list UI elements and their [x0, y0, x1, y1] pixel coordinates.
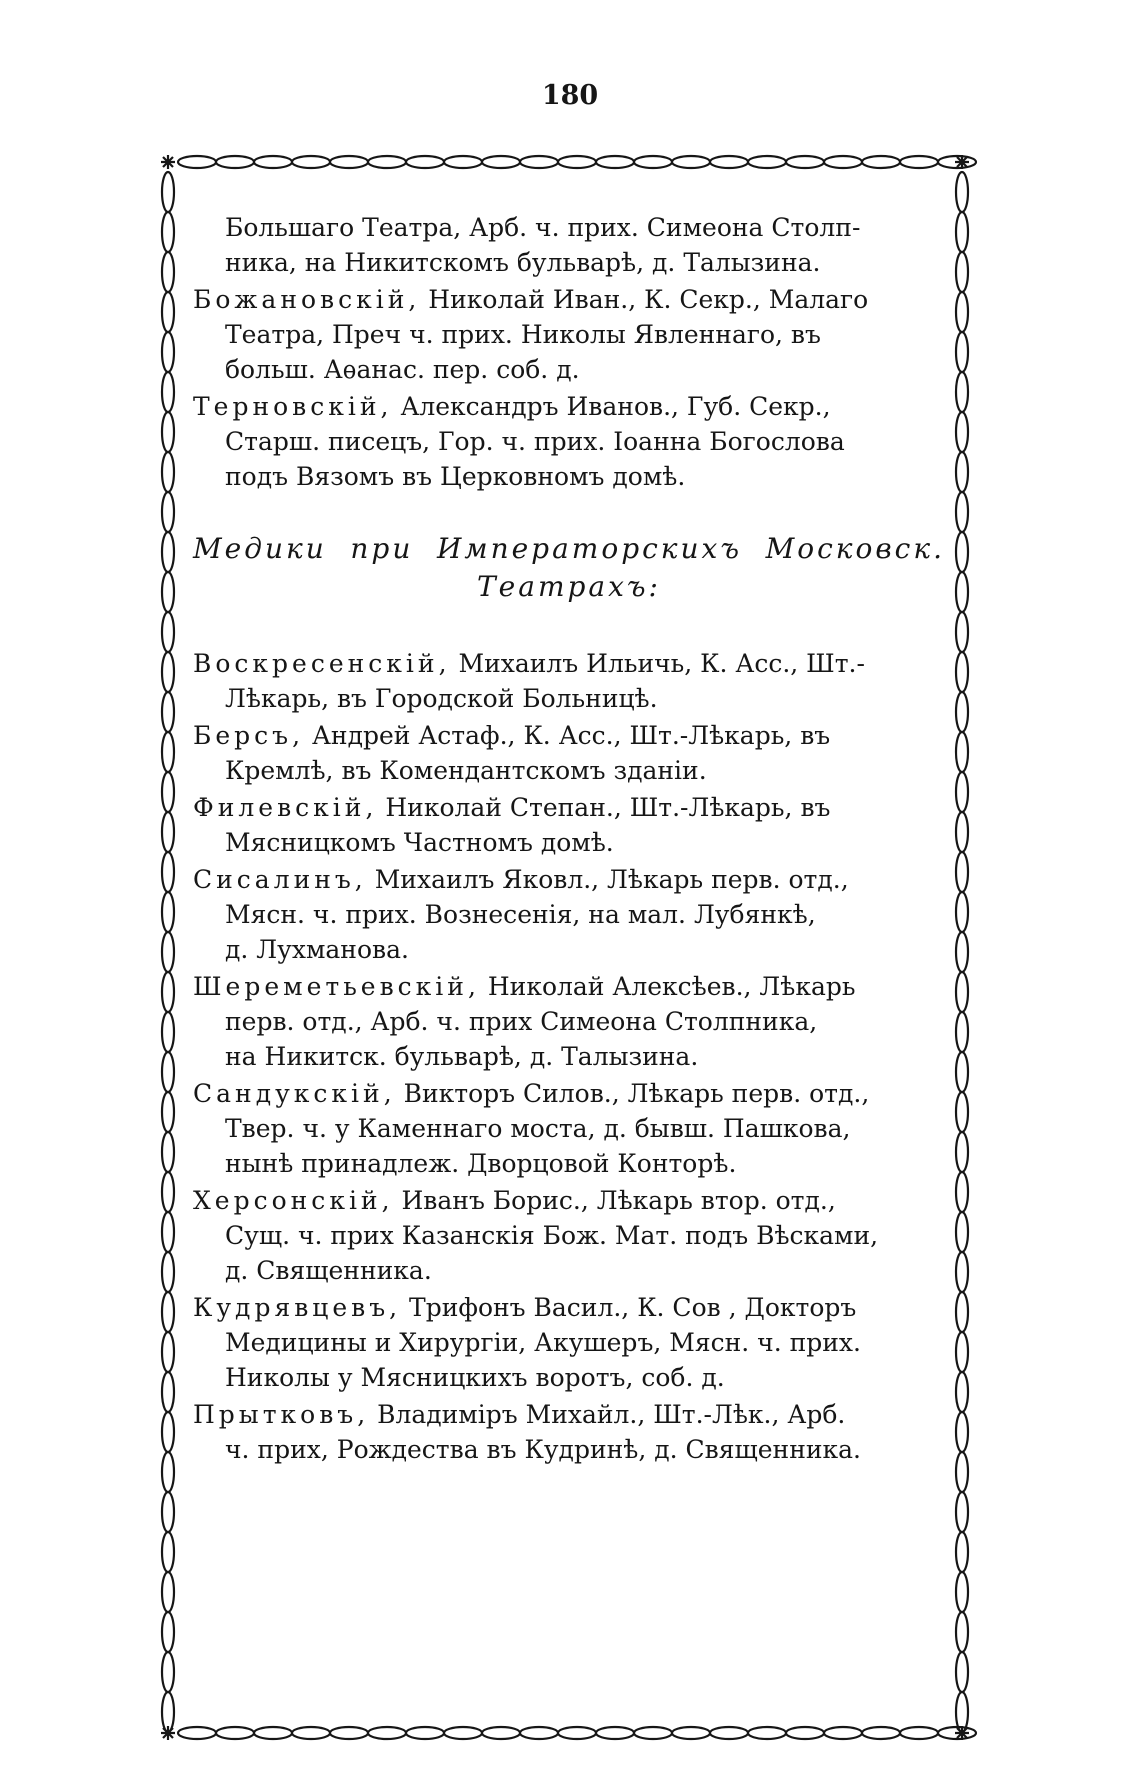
- entry-first-line: [193, 1290, 945, 1325]
- border-link: [178, 156, 216, 168]
- border-link: [956, 212, 968, 252]
- border-link: [955, 1726, 969, 1740]
- border-link: [162, 252, 174, 292]
- entry-text: Михаилъ Яковл., Лѣкарь перв. отд.,: [366, 865, 849, 894]
- entry-first-line: [193, 790, 945, 825]
- entry-surname: Божановскій,: [193, 285, 421, 314]
- border-link: [292, 1727, 330, 1739]
- entry-surname: Берсъ,: [193, 721, 305, 750]
- border-link: [162, 852, 174, 892]
- entry-text: Александръ Иванов., Губ. Секр.,: [392, 392, 831, 421]
- border-link: [786, 1727, 824, 1739]
- border-link: [956, 452, 968, 492]
- border-link: [956, 1012, 968, 1052]
- border-link: [786, 156, 824, 168]
- border-link: [162, 932, 174, 972]
- entry-surname: Шереметьевскій,: [193, 972, 480, 1001]
- border-link: [956, 1332, 968, 1372]
- border-link: [956, 532, 968, 572]
- border-link: [862, 1727, 900, 1739]
- list-item: [193, 1183, 945, 1288]
- border-link: [162, 1132, 174, 1172]
- list-item: [193, 1076, 945, 1181]
- border-link: [956, 932, 968, 972]
- border-link: [748, 156, 786, 168]
- border-link: [162, 1492, 174, 1532]
- border-link: [862, 156, 900, 168]
- border-link: [558, 156, 596, 168]
- border-link: [162, 372, 174, 412]
- border-link: [162, 1612, 174, 1652]
- border-link: [956, 1652, 968, 1692]
- entry-line: ч. прих, Рождества въ Кудринѣ, д. Священника.: [225, 1435, 861, 1464]
- entry-line: д. Лухманова.: [225, 935, 409, 964]
- entry-first-line: [193, 718, 945, 753]
- border-link: [672, 1727, 710, 1739]
- border-link: [330, 156, 368, 168]
- entry-first-line: [193, 969, 945, 1004]
- border-link: [955, 155, 969, 169]
- border-link: [161, 1726, 175, 1740]
- entry-first-line: [193, 1076, 945, 1111]
- list-item: [193, 718, 945, 788]
- border-link: [956, 1532, 968, 1572]
- list-item: [193, 790, 945, 860]
- border-link: [162, 1052, 174, 1092]
- border-link: [520, 156, 558, 168]
- entry-line: нынѣ принадлеж. Дворцовой Конторѣ.: [225, 1149, 737, 1178]
- border-link: [444, 156, 482, 168]
- border-link: [254, 1727, 292, 1739]
- border-link: [162, 572, 174, 612]
- entry-text: Николай Степан., Шт.-Лѣкарь, въ: [377, 793, 831, 822]
- entry-first-line: [193, 1183, 945, 1218]
- border-link: [956, 812, 968, 852]
- border-link: [956, 732, 968, 772]
- entry-surname: Сисалинъ,: [193, 865, 367, 894]
- border-link: [162, 732, 174, 772]
- border-link: [368, 1727, 406, 1739]
- border-link: [161, 155, 175, 169]
- border-link: [824, 1727, 862, 1739]
- border-link: [956, 1452, 968, 1492]
- border-link: [162, 452, 174, 492]
- entry-line: Николы у Мясницкихъ воротъ, соб. д.: [225, 1363, 725, 1392]
- border-link: [482, 1727, 520, 1739]
- border-link: [672, 156, 710, 168]
- border-link: [162, 1092, 174, 1132]
- border-link: [162, 492, 174, 532]
- border-link: [956, 1252, 968, 1292]
- border-link: [162, 1172, 174, 1212]
- entry-line: Мясн. ч. прих. Вознесенія, на мал. Лубянкѣ,: [225, 900, 816, 929]
- border-link: [956, 1132, 968, 1172]
- entry-text: Трифонъ Васил., К. Сов , Докторъ: [401, 1293, 857, 1322]
- border-link: [162, 1292, 174, 1332]
- list-item: [193, 862, 945, 967]
- list-item: [193, 1397, 945, 1467]
- entry-surname: Сандукскій,: [193, 1079, 396, 1108]
- border-link: [162, 172, 174, 212]
- border-link: [558, 1727, 596, 1739]
- border-link: [162, 1532, 174, 1572]
- entry-surname: Филевскій,: [193, 793, 378, 822]
- border-link: [254, 156, 292, 168]
- entry-text: Владиміръ Михайл., Шт.-Лѣк., Арб.: [369, 1400, 846, 1429]
- border-link: [596, 156, 634, 168]
- entry-line: д. Священника.: [225, 1256, 432, 1285]
- entry-text: Викторъ Силов., Лѣкарь перв. отд.,: [395, 1079, 870, 1108]
- border-link: [956, 1052, 968, 1092]
- border-link: [956, 852, 968, 892]
- border-link: [956, 492, 968, 532]
- border-link: [162, 1012, 174, 1052]
- list-item: [193, 282, 945, 387]
- entry-first-line: [193, 1397, 945, 1432]
- entry-surname: Прытковъ,: [193, 1400, 370, 1429]
- list-item: [193, 969, 945, 1074]
- border-link: [406, 156, 444, 168]
- border-link: [162, 1412, 174, 1452]
- entry-first-line: [193, 282, 945, 317]
- border-link: [178, 1727, 216, 1739]
- entry-line: Старш. писецъ, Гор. ч. прих. Іоанна Богослова: [225, 427, 845, 456]
- border-link: [956, 692, 968, 732]
- border-link: [162, 1452, 174, 1492]
- border-link: [162, 612, 174, 652]
- entry-first-line: [193, 646, 945, 681]
- list-item: [193, 1290, 945, 1395]
- list-item: [193, 210, 945, 280]
- border-link: [956, 1292, 968, 1332]
- border-link: [482, 156, 520, 168]
- border-link: [162, 292, 174, 332]
- entry-text: Михаилъ Ильичь, К. Асс., Шт.-: [450, 649, 865, 678]
- entry-surname: Кудрявцевъ,: [193, 1293, 402, 1322]
- text-area: [193, 210, 945, 1469]
- border-link: [956, 1092, 968, 1132]
- border-link: [162, 412, 174, 452]
- border-link: [162, 1252, 174, 1292]
- entry-line: Медицины и Хирургіи, Акушеръ, Мясн. ч. прих.: [225, 1328, 861, 1357]
- border-link: [162, 772, 174, 812]
- border-link: [956, 1212, 968, 1252]
- border-link: [956, 1572, 968, 1612]
- border-link: [162, 812, 174, 852]
- border-link: [216, 1727, 254, 1739]
- border-link: [900, 1727, 938, 1739]
- entry-text: Андрей Астаф., К. Асс., Шт.-Лѣкарь, въ: [304, 721, 831, 750]
- border-link: [162, 652, 174, 692]
- border-link: [330, 1727, 368, 1739]
- entry-line: больш. Аѳанас. пер. соб. д.: [225, 355, 580, 384]
- border-link: [956, 652, 968, 692]
- entry-first-line: [193, 389, 945, 424]
- entry-line: Сущ. ч. прих Казанскія Бож. Мат. подъ Вѣсками,: [225, 1221, 879, 1250]
- section-title-line: Медики при Императорскихъ Московск.: [193, 532, 945, 565]
- border-link: [634, 1727, 672, 1739]
- page-number: 180: [541, 80, 599, 111]
- theaters-staff-list: [193, 210, 945, 494]
- border-link: [900, 156, 938, 168]
- border-link: [956, 612, 968, 652]
- border-link: [162, 1332, 174, 1372]
- border-link: [162, 532, 174, 572]
- entry-text: Николай Иван., К. Секр., Малаго: [420, 285, 869, 314]
- list-item: [193, 646, 945, 716]
- border-link: [956, 292, 968, 332]
- border-link: [162, 212, 174, 252]
- border-link: [956, 772, 968, 812]
- border-link: [162, 892, 174, 932]
- border-link: [634, 156, 672, 168]
- border-link: [444, 1727, 482, 1739]
- entry-line: Кремлѣ, въ Комендантскомъ зданіи.: [225, 756, 707, 785]
- border-link: [406, 1727, 444, 1739]
- entry-line: Мясницкомъ Частномъ домѣ.: [225, 828, 614, 857]
- border-link: [956, 1412, 968, 1452]
- border-link: [748, 1727, 786, 1739]
- entry-first-line: [193, 862, 945, 897]
- border-link: [956, 1172, 968, 1212]
- border-link: [162, 972, 174, 1012]
- entry-line: Лѣкарь, въ Городской Больницѣ.: [225, 684, 658, 713]
- border-link: [596, 1727, 634, 1739]
- entry-surname: Херсонскій,: [193, 1186, 394, 1215]
- border-link: [216, 156, 254, 168]
- border-link: [956, 1612, 968, 1652]
- border-link: [956, 892, 968, 932]
- entry-line: на Никитск. бульварѣ, д. Талызина.: [225, 1042, 699, 1071]
- border-link: [956, 372, 968, 412]
- border-link: [162, 1212, 174, 1252]
- entry-surname: Воскресенскій,: [193, 649, 451, 678]
- border-link: [162, 332, 174, 372]
- border-link: [292, 156, 330, 168]
- border-link: [162, 1652, 174, 1692]
- entry-line: ника, на Никитскомъ бульварѣ, д. Талызина.: [225, 248, 821, 277]
- border-link: [956, 252, 968, 292]
- border-link: [368, 156, 406, 168]
- border-link: [520, 1727, 558, 1739]
- border-link: [956, 172, 968, 212]
- border-link: [956, 1492, 968, 1532]
- entry-line: Большаго Театра, Арб. ч. прих. Симеона Столп-: [225, 213, 861, 242]
- border-link: [710, 156, 748, 168]
- entry-text: Николай Алексѣев., Лѣкарь: [479, 972, 856, 1001]
- medics-list: [193, 646, 945, 1467]
- list-item: [193, 389, 945, 494]
- border-link: [956, 1372, 968, 1412]
- border-link: [956, 412, 968, 452]
- entry-line: подъ Вязомъ въ Церковномъ домѣ.: [225, 462, 686, 491]
- border-link: [956, 332, 968, 372]
- entry-text: Иванъ Борис., Лѣкарь втор. отд.,: [393, 1186, 836, 1215]
- entry-surname: Терновскій,: [193, 392, 393, 421]
- border-link: [824, 156, 862, 168]
- border-link: [956, 972, 968, 1012]
- entry-line: перв. отд., Арб. ч. прих Симеона Столпника,: [225, 1007, 818, 1036]
- entry-line: Твер. ч. у Каменнаго моста, д. бывш. Пашкова,: [225, 1114, 851, 1143]
- border-link: [710, 1727, 748, 1739]
- border-link: [162, 692, 174, 732]
- border-link: [162, 1572, 174, 1612]
- border-link: [162, 1372, 174, 1412]
- section-title: [193, 530, 945, 606]
- entry-line: Театра, Преч ч. прих. Николы Явленнаго, въ: [225, 320, 821, 349]
- section-title-line: Театрахъ:: [477, 570, 661, 603]
- border-link: [956, 572, 968, 612]
